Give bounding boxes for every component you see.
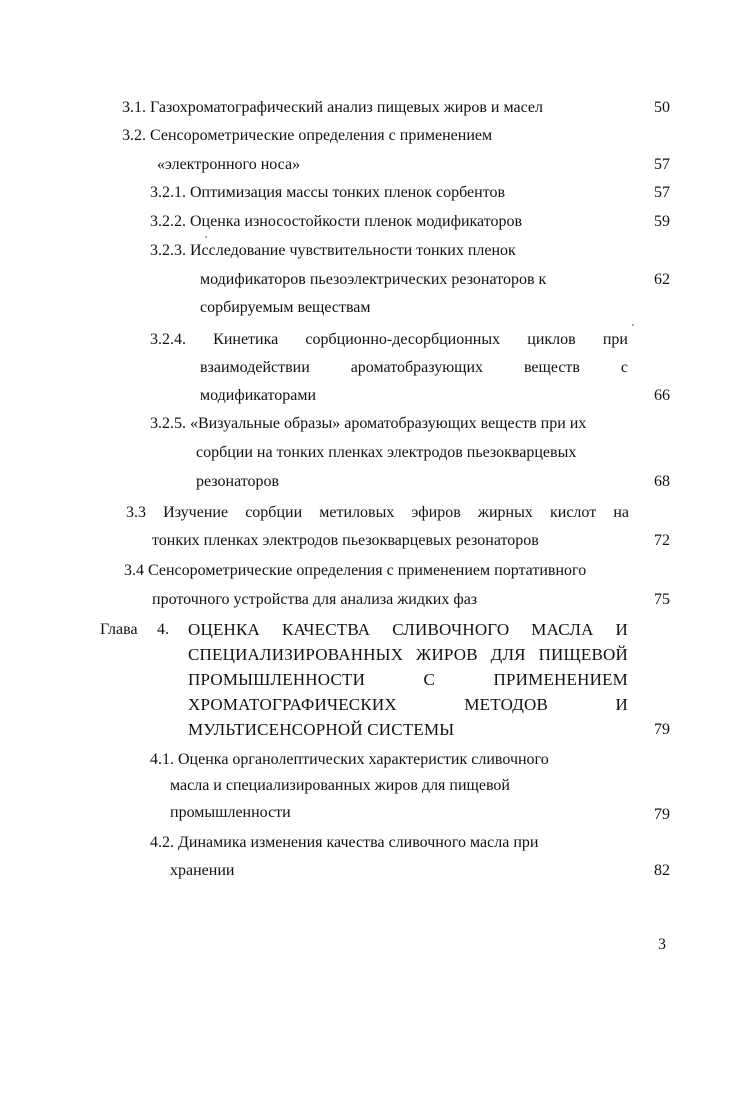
toc-entry-3-2-4-page: 66 [654, 387, 670, 404]
toc-entry-3-2-5-title-line2: сорбции на тонких пленках электродов пьезокварцевых [196, 444, 577, 461]
toc-word: ХРОМАТОГРАФИЧЕСКИХ [188, 695, 397, 714]
toc-word: Изучение [163, 504, 229, 521]
chapter-number: 4. [157, 621, 169, 638]
toc-entry-3-4-title-line1: 3.4 Сенсорометрические определения с применением портативного [124, 562, 587, 579]
toc-entry-3-2-title-line1: 3.2. Сенсорометрические определения с применением [122, 127, 493, 144]
toc-entry-3-1-title: 3.1. Газохроматографический анализ пищевых жиров и масел [122, 99, 543, 116]
toc-entry-4-1-title-line2: масла и специализированных жиров для пищевой [170, 777, 510, 794]
toc-entry-3-2-3-title-line3: сорбируемым веществам [200, 299, 371, 316]
toc-entry-3-2-1-page: 57 [654, 184, 670, 201]
page-number: 3 [658, 936, 666, 953]
toc-word: веществ [523, 359, 580, 376]
toc-word: СПЕЦИАЛИЗИРОВАННЫХ [188, 645, 404, 664]
toc-entry-3-2-5-page: 68 [654, 473, 670, 490]
toc-word: циклов [527, 331, 576, 348]
toc-word: метиловых [319, 504, 395, 521]
chapter-title-line5: МУЛЬТИСЕНСОРНОЙ СИСТЕМЫ [188, 720, 455, 739]
toc-word: И [615, 695, 628, 714]
toc-entry-3-3-page: 72 [654, 532, 670, 549]
toc-entry-3-4-page: 75 [654, 591, 670, 608]
toc-entry-4-1-title-line3: промышленности [170, 804, 291, 821]
chapter-label: Глава [100, 621, 138, 638]
toc-entry-3-2-4-title-line2 [200, 358, 628, 378]
toc-entry-3-2-3-title-line1: 3.2.3. Исследование чувствительности тонких пленок [150, 242, 516, 259]
toc-word: МЕТОДОВ [464, 695, 549, 714]
toc-word: взаимодействии [200, 359, 310, 376]
toc-word: 3.3 [126, 504, 146, 521]
toc-entry-3-2-page: 57 [654, 156, 670, 173]
toc-word: жирных [477, 504, 533, 521]
toc-entry-4-2-title-line1: 4.2. Динамика изменения качества сливочного масла при [150, 834, 539, 851]
toc-word: на [613, 504, 629, 521]
toc-entry-3-4-title-line2: проточного устройства для анализа жидких фаз [152, 591, 478, 608]
toc-word: 3.2.4. [150, 331, 186, 348]
toc-word: ПРИМЕНЕНИЕМ [493, 670, 628, 689]
toc-word: С [423, 670, 436, 689]
scan-speck [632, 324, 634, 326]
toc-word: с [620, 359, 628, 376]
toc-entry-3-2-3-page: 62 [654, 271, 670, 288]
toc-word: ПИЩЕВОЙ [538, 645, 628, 664]
toc-word: сорбции [245, 504, 303, 521]
toc-word: кислот [549, 504, 597, 521]
toc-entry-3-2-3-title-line2: модификаторов пьезоэлектрических резонаторов к [200, 271, 547, 288]
chapter-title-line4 [188, 695, 628, 715]
toc-entry-3-2-5-title-line1: 3.2.5. «Визуальные образы» ароматобразующих веществ при их [150, 415, 587, 432]
chapter-title-line3 [188, 670, 628, 690]
toc-word: ПРОМЫШЛЕННОСТИ [188, 670, 366, 689]
toc-word: И [615, 620, 628, 639]
toc-word: ДЛЯ [490, 645, 526, 664]
toc-entry-3-3-title-line1 [126, 503, 629, 523]
toc-entry-4-1-title-line1: 4.1. Оценка органолептических характеристик сливочного [150, 751, 549, 768]
toc-word: СЛИВОЧНОГО [392, 620, 510, 639]
chapter-title-line1 [188, 620, 628, 640]
toc-word: МАСЛА [531, 620, 594, 639]
toc-entry-4-2-page: 82 [654, 862, 670, 879]
toc-entry-3-2-2-page: 59 [654, 213, 670, 230]
toc-word: Кинетика [213, 331, 279, 348]
toc-word: ЖИРОВ [416, 645, 478, 664]
toc-entry-3-2-2-title: 3.2.2. Оценка износостойкости пленок модификаторов [150, 213, 523, 230]
toc-entry-3-3-title-line2: тонких пленках электродов пьезокварцевых резонаторов [152, 532, 539, 549]
toc-word: ОЦЕНКА [188, 620, 261, 639]
scan-speck [205, 236, 207, 238]
toc-word: сорбционно-десорбционных [305, 331, 501, 348]
toc-entry-3-2-1-title: 3.2.1. Оптимизация массы тонких пленок сорбентов [150, 184, 506, 201]
toc-word: эфиров [411, 504, 461, 521]
toc-entry-3-2-title-line2: «электронного носа» [157, 156, 301, 173]
toc-entry-4-2-title-line2: хранении [170, 862, 235, 879]
toc-entry-4-1-page: 79 [654, 806, 670, 823]
toc-word: КАЧЕСТВА [281, 620, 371, 639]
toc-word: при [602, 331, 628, 348]
toc-entry-3-2-4-title-line1 [150, 330, 628, 350]
chapter-title-line2 [188, 645, 628, 665]
toc-word: ароматобразующих [350, 359, 484, 376]
toc-entry-3-1-page: 50 [654, 99, 670, 116]
toc-entry-3-2-4-title-line3: модификаторами [200, 387, 317, 404]
toc-entry-3-2-5-title-line3: резонаторов [196, 473, 280, 490]
chapter-page: 79 [654, 721, 670, 738]
